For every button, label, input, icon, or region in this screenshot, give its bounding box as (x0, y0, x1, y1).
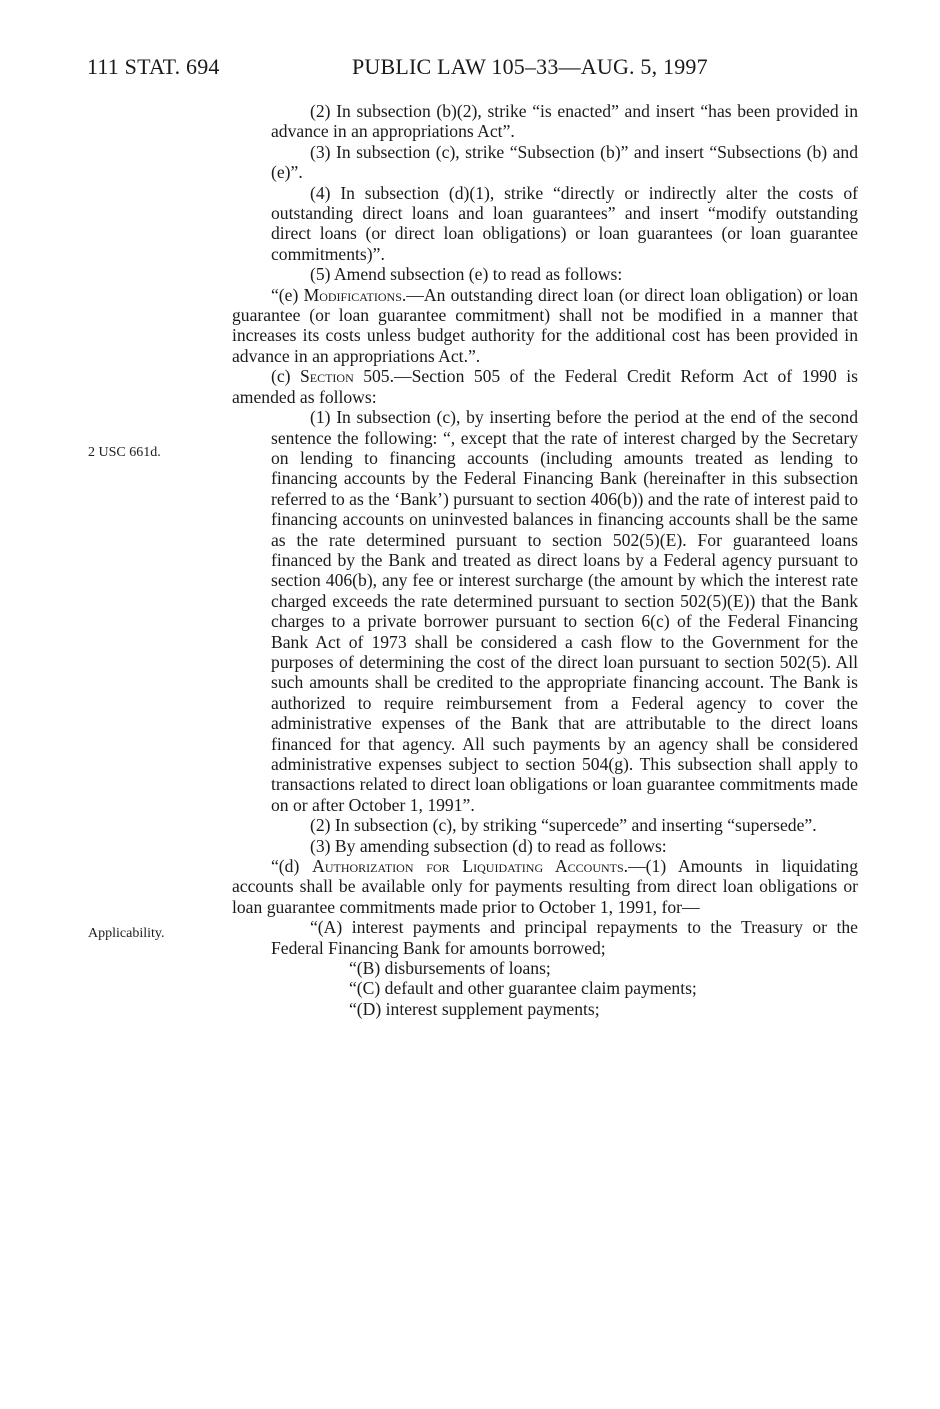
section-heading-505: Section 505 (299, 366, 390, 387)
paragraph-505-c-supersede: (2) In subsection (c), by striking “supercede” and inserting “supersede”. (310, 815, 817, 836)
body-text (232, 101, 858, 1019)
section-heading-liquidating-accounts: Authorization for Liquidating Accounts (312, 856, 624, 877)
paragraph-text: .—(1) Amounts in liquidating accounts shall be available only for payments resulting from direct loan obligations or loan guarantee commitments made prior to October 1, 1991, for— (232, 856, 859, 917)
list-item-d: “(D) interest supplement payments; (349, 998, 600, 1019)
margin-note-applicability: Applicability. (88, 926, 165, 941)
paragraph-lead: “(e) (271, 284, 304, 305)
paragraph-liquidating-accounts (232, 856, 858, 917)
list-item-a: “(A) interest payments and principal repayments to the Treasury or the Federal Financing Bank for amounts borrowed; (271, 917, 858, 958)
paragraph-amend-e: (5) Amend subsection (e) to read as follows: (310, 264, 623, 285)
section-heading-modifications: Modifications (303, 284, 402, 305)
paragraph-section-505 (232, 366, 858, 407)
paragraph-amend-c: (3) In subsection (c), strike “Subsection (b)” and insert “Subsections (b) and (e)”. (271, 141, 858, 183)
paragraph-lead: “(d) (271, 856, 313, 877)
paragraph-text: .—Section 505 of the Federal Credit Reform Act of 1990 is amended as follows: (232, 366, 858, 407)
page-reference: 111 STAT. 694 (87, 54, 220, 79)
margin-note-usc: 2 USC 661d. (88, 445, 161, 460)
page-title: PUBLIC LAW 105–33—AUG. 5, 1997 (352, 54, 708, 79)
paragraph-505-d: (3) By amending subsection (d) to read as follows: (310, 835, 667, 856)
paragraph-505-c-interest: (1) In subsection (c), by inserting before the period at the end of the second sentence the following: “, except that the rate of interest charged by the Secretary on lending to financing accounts (including amounts treated as lending to financing accounts by the Federal Financing Bank (hereinafter in this subsection referred to as the ‘Bank’) pursuant to section 406(b)) and the rate of interest paid to financing accounts on uninvested balances in financing accounts shall be the same as the rate determined pursuant to section 502(5)(E). For guaranteed loans financed by the Bank and treated as direct loans by a Federal agency pursuant to section 406(b), any fee or interest surcharge (the amount by which the interest rate charged exceeds the rate determined pursuant to section 502(5)(E)) that the Bank charges to a private borrower pursuant to section 6(c) of the Federal Financing Bank Act of 1973 shall be considered a cash flow to the Government for the purposes of determining the cost of the direct loan pursuant to section 502(5). All such amounts shall be credited to the appropriate financing account. The Bank is authorized to require reimbursement from a Federal agency to cover the administrative expenses of the Bank that are attributable to the direct loans financed for that agency. All such payments by an agency shall be considered administrative expenses subject to section 504(g). This subsection shall apply to transactions related to direct loan obligations or loan guarantee commitments made on or after October 1, 1991”. (271, 407, 858, 815)
list-item-c: “(C) default and other guarantee claim payments; (349, 978, 697, 999)
paragraph-modifications (232, 285, 858, 367)
paragraph-lead: (c) (271, 366, 300, 387)
paragraph-amend-d1: (4) In subsection (d)(1), strike “directly or indirectly alter the costs of outstanding direct loans and loan guarantees” and insert “modify outstanding direct loans (or direct loan obligations) or loan guarantees (or loan guarantee commitments)”. (271, 182, 858, 264)
list-item-b: “(B) disbursements of loans; (349, 958, 551, 979)
paragraph-text: .—An outstanding direct loan (or direct loan obligation) or loan guarantee (or loan guarantee commitment) shall not be modified in a manner that increases its costs unless budget authority for the additional cost has been provided in advance in an appropriations Act.”. (232, 284, 859, 366)
paragraph-amend-b2: (2) In subsection (b)(2), strike “is enacted” and insert “has been provided in advance in an appropriations Act”. (271, 101, 858, 142)
